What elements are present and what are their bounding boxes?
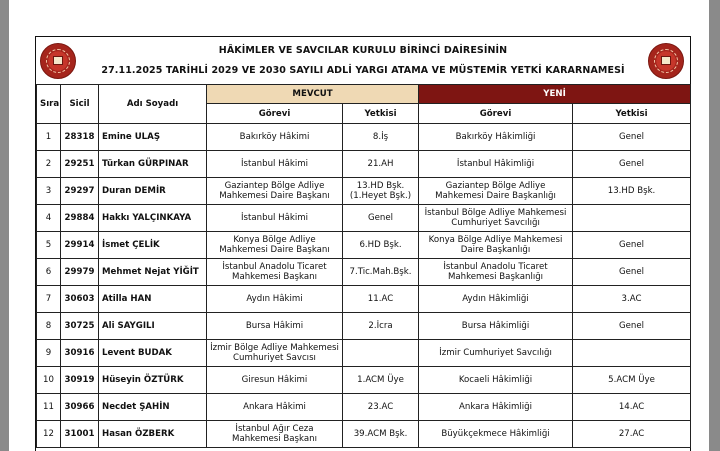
cell-sira: 6 (37, 259, 61, 286)
cell-mevcut-gorevi: İstanbul Hâkimi (207, 205, 343, 232)
cell-yeni-gorevi: İstanbul Anadolu Ticaret Mahkemesi Başkanlığı (419, 259, 573, 286)
cell-sicil: 29297 (61, 178, 99, 205)
cell-yeni-yetkisi: 27.AC (573, 421, 691, 448)
cell-sicil: 30603 (61, 286, 99, 313)
table-row (37, 394, 691, 421)
cell-yeni-gorevi: İstanbul Bölge Adliye Mahkemesi Cumhuriyet Savcılığı (419, 205, 573, 232)
table-row (37, 340, 691, 367)
header-mevcut-yetkisi: Yetkisi (343, 104, 419, 124)
cell-sira: 3 (37, 178, 61, 205)
cell-mevcut-yetkisi: 23.AC (343, 394, 419, 421)
cell-sira: 5 (37, 232, 61, 259)
cell-yeni-yetkisi: Genel (573, 124, 691, 151)
cell-yeni-yetkisi: 3.AC (573, 286, 691, 313)
appointment-table (36, 84, 691, 448)
cell-yeni-yetkisi: 14.AC (573, 394, 691, 421)
table-row (37, 178, 691, 205)
table-row (37, 205, 691, 232)
cell-mevcut-yetkisi: 13.HD Bşk. (1.Heyet Bşk.) (343, 178, 419, 205)
table-row (37, 259, 691, 286)
cell-sicil: 28318 (61, 124, 99, 151)
cell-ad-soyad: Hüseyin ÖZTÜRK (99, 367, 207, 394)
cell-yeni-yetkisi: Genel (573, 313, 691, 340)
cell-yeni-gorevi: Ankara Hâkimliği (419, 394, 573, 421)
cell-yeni-yetkisi: Genel (573, 259, 691, 286)
cell-mevcut-yetkisi: 6.HD Bşk. (343, 232, 419, 259)
cell-mevcut-yetkisi: Genel (343, 205, 419, 232)
cell-yeni-gorevi: İzmir Cumhuriyet Savcılığı (419, 340, 573, 367)
cell-ad-soyad: Hasan ÖZBERK (99, 421, 207, 448)
document-subtitle: 27.11.2025 TARİHLİ 2029 VE 2030 SAYILI ADLİ YARGI ATAMA VE MÜSTEMİR YETKİ KARARNAMESİ (101, 65, 625, 76)
cell-yeni-gorevi: Konya Bölge Adliye Mahkemesi Daire Başkanlığı (419, 232, 573, 259)
table-row (37, 421, 691, 448)
cell-ad-soyad: Levent BUDAK (99, 340, 207, 367)
header-ad-soyad: Adı Soyadı (99, 85, 207, 124)
cell-ad-soyad: İsmet ÇELİK (99, 232, 207, 259)
cell-yeni-gorevi: Aydın Hâkimliği (419, 286, 573, 313)
table-row (37, 313, 691, 340)
cell-yeni-yetkisi: Genel (573, 151, 691, 178)
cell-yeni-gorevi: Büyükçekmece Hâkimliği (419, 421, 573, 448)
header-sicil: Sicil (61, 85, 99, 124)
decree-document (35, 36, 691, 451)
document-header (36, 37, 690, 85)
cell-sira: 7 (37, 286, 61, 313)
cell-mevcut-yetkisi: 7.Tic.Mah.Bşk. (343, 259, 419, 286)
cell-yeni-gorevi: Gaziantep Bölge Adliye Mahkemesi Daire Başkanlığı (419, 178, 573, 205)
table-row (37, 232, 691, 259)
header-mevcut: MEVCUT (207, 85, 419, 104)
cell-sicil: 31001 (61, 421, 99, 448)
cell-sira: 9 (37, 340, 61, 367)
cell-yeni-yetkisi: 5.ACM Üye (573, 367, 691, 394)
cell-ad-soyad: Duran DEMİR (99, 178, 207, 205)
header-yeni: YENİ (419, 85, 691, 104)
cell-yeni-gorevi: Bursa Hâkimliği (419, 313, 573, 340)
cell-sira: 2 (37, 151, 61, 178)
cell-mevcut-gorevi: Gaziantep Bölge Adliye Mahkemesi Daire Başkanı (207, 178, 343, 205)
cell-ad-soyad: Hakkı YALÇINKAYA (99, 205, 207, 232)
cell-sira: 8 (37, 313, 61, 340)
cell-ad-soyad: Ali SAYGILI (99, 313, 207, 340)
cell-ad-soyad: Atilla HAN (99, 286, 207, 313)
cell-mevcut-gorevi: Konya Bölge Adliye Mahkemesi Daire Başkanı (207, 232, 343, 259)
cell-sicil: 30916 (61, 340, 99, 367)
cell-sira: 12 (37, 421, 61, 448)
cell-mevcut-gorevi: İstanbul Hâkimi (207, 151, 343, 178)
cell-yeni-yetkisi (573, 205, 691, 232)
cell-ad-soyad: Mehmet Nejat YİĞİT (99, 259, 207, 286)
cell-yeni-yetkisi: 13.HD Bşk. (573, 178, 691, 205)
document-title: HÂKİMLER VE SAVCILAR KURULU BİRİNCİ DAİRESİNİN (218, 45, 508, 56)
cell-sira: 1 (37, 124, 61, 151)
cell-yeni-yetkisi: Genel (573, 232, 691, 259)
cell-ad-soyad: Necdet ŞAHİN (99, 394, 207, 421)
table-body (37, 124, 691, 448)
table-row (37, 367, 691, 394)
cell-mevcut-gorevi: İstanbul Anadolu Ticaret Mahkemesi Başkanı (207, 259, 343, 286)
cell-mevcut-gorevi: Giresun Hâkimi (207, 367, 343, 394)
cell-mevcut-gorevi: İstanbul Ağır Ceza Mahkemesi Başkanı (207, 421, 343, 448)
cell-mevcut-gorevi: Bakırköy Hâkimi (207, 124, 343, 151)
header-mevcut-gorevi: Görevi (207, 104, 343, 124)
cell-mevcut-yetkisi: 1.ACM Üye (343, 367, 419, 394)
cell-yeni-gorevi: Bakırköy Hâkimliği (419, 124, 573, 151)
table-row (37, 151, 691, 178)
cell-mevcut-gorevi: İzmir Bölge Adliye Mahkemesi Cumhuriyet Savcısı (207, 340, 343, 367)
document-page (9, 0, 709, 451)
table-row (37, 286, 691, 313)
header-yeni-gorevi: Görevi (419, 104, 573, 124)
cell-sicil: 30725 (61, 313, 99, 340)
cell-sira: 10 (37, 367, 61, 394)
cell-sicil: 29884 (61, 205, 99, 232)
cell-mevcut-gorevi: Bursa Hâkimi (207, 313, 343, 340)
table-row (37, 124, 691, 151)
cell-sira: 11 (37, 394, 61, 421)
header-yeni-yetkisi: Yetkisi (573, 104, 691, 124)
cell-mevcut-yetkisi: 21.AH (343, 151, 419, 178)
cell-sicil: 30919 (61, 367, 99, 394)
hsk-seal-icon (648, 43, 684, 79)
cell-yeni-gorevi: İstanbul Hâkimliği (419, 151, 573, 178)
cell-sicil: 29914 (61, 232, 99, 259)
cell-mevcut-yetkisi: 2.İcra (343, 313, 419, 340)
cell-ad-soyad: Türkan GÜRPINAR (99, 151, 207, 178)
cell-sira: 4 (37, 205, 61, 232)
cell-mevcut-yetkisi (343, 340, 419, 367)
cell-mevcut-yetkisi: 39.ACM Bşk. (343, 421, 419, 448)
cell-mevcut-gorevi: Aydın Hâkimi (207, 286, 343, 313)
cell-ad-soyad: Emine ULAŞ (99, 124, 207, 151)
cell-mevcut-yetkisi: 8.İş (343, 124, 419, 151)
cell-mevcut-gorevi: Ankara Hâkimi (207, 394, 343, 421)
cell-sicil: 29979 (61, 259, 99, 286)
cell-sicil: 29251 (61, 151, 99, 178)
cell-yeni-gorevi: Kocaeli Hâkimliği (419, 367, 573, 394)
cell-yeni-yetkisi (573, 340, 691, 367)
cell-mevcut-yetkisi: 11.AC (343, 286, 419, 313)
cell-sicil: 30966 (61, 394, 99, 421)
header-sira: Sıra (37, 85, 61, 124)
